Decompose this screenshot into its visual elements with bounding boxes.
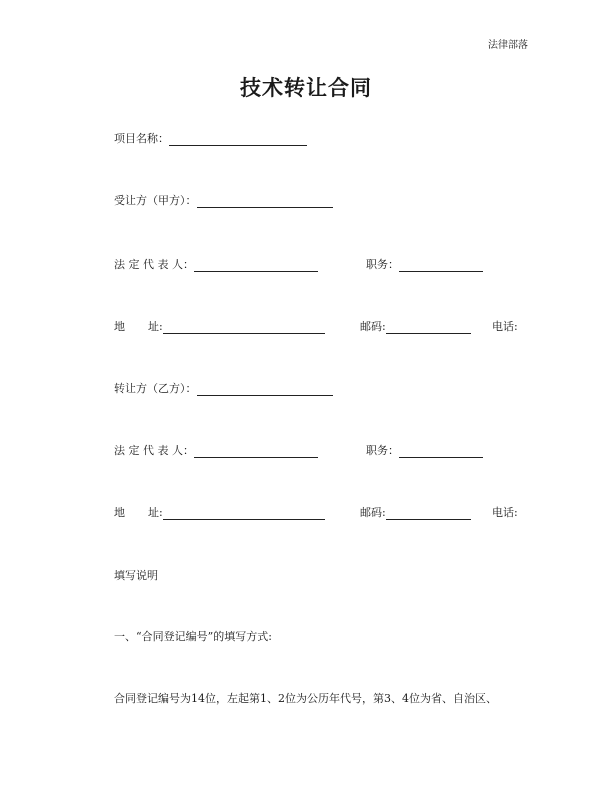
- transferee-rep-field[interactable]: [194, 259, 318, 272]
- document-title: 技术转让合同: [240, 76, 372, 100]
- transferor-addr-label-1: 地: [114, 506, 125, 519]
- transferor-field[interactable]: [197, 383, 333, 396]
- transferor-addr-row: [148, 504, 325, 520]
- transferee-zip-row: [360, 318, 471, 334]
- transferee-rep-row: [114, 256, 318, 272]
- instructions-heading: 填写说明: [114, 569, 158, 582]
- project-name-row: [114, 130, 307, 146]
- transferee-addr-row: [148, 318, 325, 334]
- transferor-rep-field[interactable]: [194, 445, 318, 458]
- transferor-rep-row: [114, 442, 318, 458]
- transferee-row: [114, 192, 333, 208]
- transferee-label: 受让方（甲方）：: [114, 194, 197, 207]
- project-name-field[interactable]: [169, 133, 307, 146]
- transferee-rep-label: 法 定 代 表 人：: [114, 258, 194, 271]
- transferor-post-field[interactable]: [399, 445, 483, 458]
- transferee-zip-label: 邮码:: [360, 320, 386, 333]
- transferor-phone-label: 电话:: [492, 506, 518, 519]
- transferee-post-row: [366, 256, 483, 272]
- transferee-phone-label: 电话:: [492, 320, 518, 333]
- header-brand: 法律部落: [488, 40, 528, 51]
- transferor-zip-row: [360, 504, 471, 520]
- transferor-addr-field[interactable]: [163, 507, 325, 520]
- transferor-rep-label: 法 定 代 表 人：: [114, 444, 194, 457]
- transferee-post-label: 职务：: [366, 258, 399, 271]
- transferee-addr-label-2: 址:: [148, 320, 163, 333]
- transferor-zip-label: 邮码:: [360, 506, 386, 519]
- transferee-field[interactable]: [197, 195, 333, 208]
- transferor-addr-label-2: 址:: [148, 506, 163, 519]
- transferor-row: [114, 380, 333, 396]
- transferor-zip-field[interactable]: [386, 507, 471, 520]
- transferee-zip-field[interactable]: [386, 321, 471, 334]
- transferee-addr-field[interactable]: [163, 321, 325, 334]
- project-name-label: 项目名称：: [114, 132, 169, 145]
- transferor-label: 转让方（乙方）：: [114, 382, 197, 395]
- item1-text: 合同登记编号为14位，左起第1、2位为公历年代号，第3、4位为省、自治区、: [114, 692, 497, 705]
- transferee-post-field[interactable]: [399, 259, 483, 272]
- item1-heading: 一、“合同登记编号”的填写方式:: [114, 630, 272, 643]
- transferor-post-row: [366, 442, 483, 458]
- transferor-post-label: 职务：: [366, 444, 399, 457]
- transferee-addr-label-1: 地: [114, 320, 125, 333]
